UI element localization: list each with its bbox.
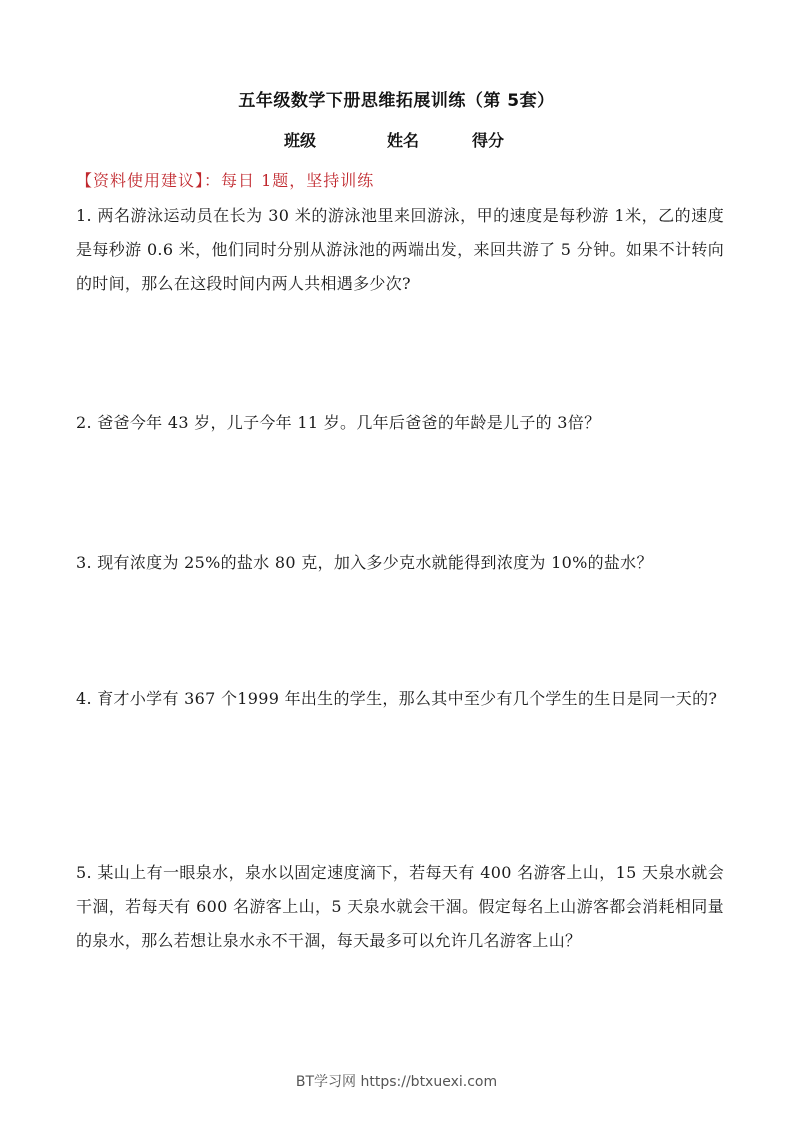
- question-1: 1. 两名游泳运动员在长为 30 米的游泳池里来回游泳，甲的速度是每秒游 1米，乙的速度是每秒游 0.6 米，他们同时分别从游泳池的两端出发，来回共游了 5 分钟。如果不计转向的时间，那么在这段时间内两人共相遇多少次?: [76, 206, 724, 293]
- usage-advice: 【资料使用建议】：每日 1题，坚持训练: [76, 171, 375, 190]
- question-3: 3. 现有浓度为 25%的盐水 80 克，加入多少克水就能得到浓度为 10%的盐水？: [76, 553, 653, 572]
- page-title: 五年级数学下册思维拓展训练（第 5套）: [238, 91, 555, 111]
- footer-watermark: BT学习网 https://btxuexi.com: [295, 1074, 498, 1090]
- class-label: 班级: [284, 131, 317, 150]
- student-info-row: [0, 128, 793, 152]
- score-label: 得分: [472, 131, 505, 150]
- question-5: 5. 某山上有一眼泉水，泉水以固定速度滴下，若每天有 400 名游客上山，15 天泉水就会干涸，若每天有 600 名游客上山，5 天泉水就会干涸。假定每名上山游客都会消耗相同量的泉水，那么若想让泉水永不干涸，每天最多可以允许几名游客上山？: [76, 863, 724, 950]
- name-label: 姓名: [387, 131, 420, 150]
- question-4: 4. 育才小学有 367 个1999 年出生的学生，那么其中至少有几个学生的生日是同一天的?: [76, 689, 718, 708]
- question-2: 2. 爸爸今年 43 岁，儿子今年 11 岁。几年后爸爸的年龄是儿子的 3倍？: [76, 413, 601, 432]
